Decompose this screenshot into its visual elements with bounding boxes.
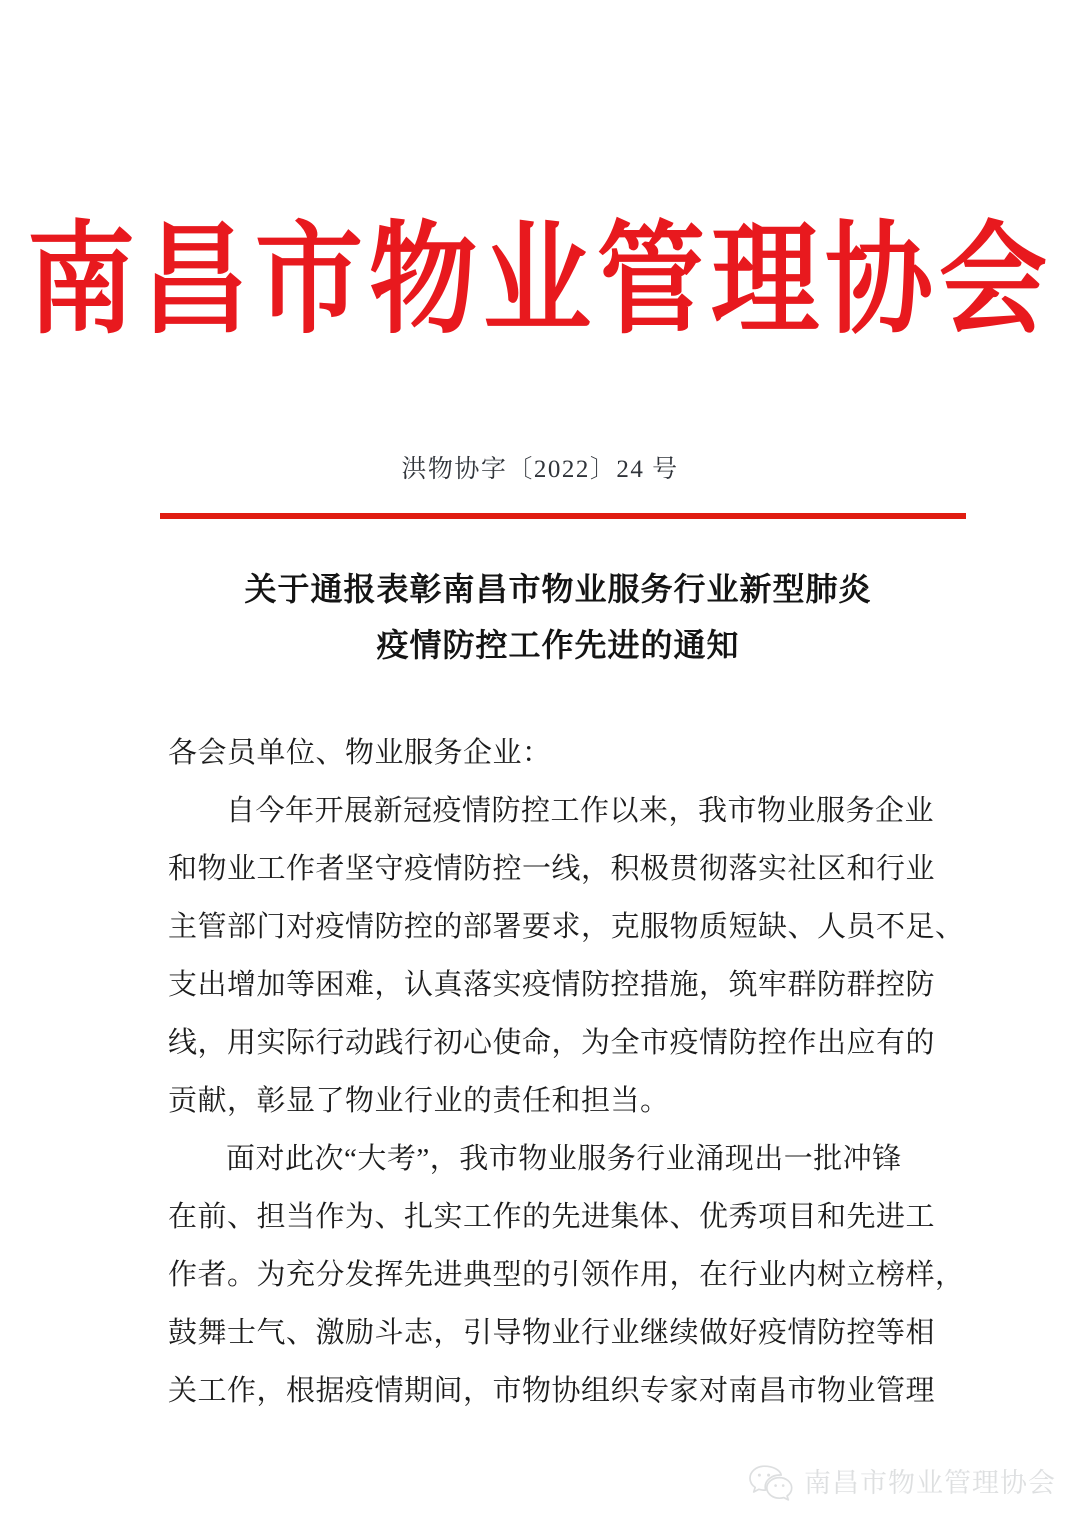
letterhead-organization-title: 南昌市物业管理协会 (26, 215, 1053, 349)
paragraph-2-line-3: 作者。为充分发挥先进典型的引领作用，在行业内树立榜样， (168, 1259, 965, 1291)
wechat-account-name: 南昌市物业管理协会 (804, 1467, 1056, 1498)
document-title (168, 561, 948, 673)
paragraph-2-line-5: 关工作，根据疫情期间，市物协组织专家对南昌市物业管理 (168, 1375, 936, 1407)
letterhead (0, 215, 1080, 349)
paragraph-2-line-2: 在前、担当作为、扎实工作的先进集体、优秀项目和先进工 (168, 1201, 936, 1233)
wechat-icon (748, 1463, 794, 1503)
body-paragraph-1 (168, 782, 965, 1130)
document-title-line-1: 关于通报表彰南昌市物业服务行业新型肺炎 (244, 571, 872, 607)
body-paragraph-2 (168, 1130, 965, 1420)
paragraph-2-line-4: 鼓舞士气、激励斗志，引导物业行业继续做好疫情防控等相 (168, 1317, 936, 1349)
document-serial-number: 洪物协字〔2022〕24 号 (401, 456, 679, 483)
body-salutation: 各会员单位、物业服务企业： (168, 737, 552, 769)
paragraph-1-line-1: 自今年开展新冠疫情防控工作以来，我市物业服务企业 (226, 795, 935, 827)
document-title-line-2: 疫情防控工作先进的通知 (376, 627, 740, 663)
paragraph-1-line-3: 主管部门对疫情防控的部署要求，克服物质短缺、人员不足、 (168, 911, 965, 943)
paragraph-1-line-6: 贡献，彰显了物业行业的责任和担当。 (168, 1085, 670, 1117)
paragraph-2-line-1: 面对此次“大考”，我市物业服务行业涌现出一批冲锋 (226, 1143, 902, 1175)
paragraph-1-line-4: 支出增加等困难，认真落实疫情防控措施，筑牢群防群控防 (168, 969, 936, 1001)
wechat-account-badge (748, 1463, 1056, 1503)
document-body (168, 724, 965, 1420)
paragraph-1-line-5: 线，用实际行动践行初心使命，为全市疫情防控作出应有的 (168, 1027, 936, 1059)
paragraph-1-line-2: 和物业工作者坚守疫情防控一线，积极贯彻落实社区和行业 (168, 853, 936, 885)
red-separator-rule (160, 513, 966, 519)
